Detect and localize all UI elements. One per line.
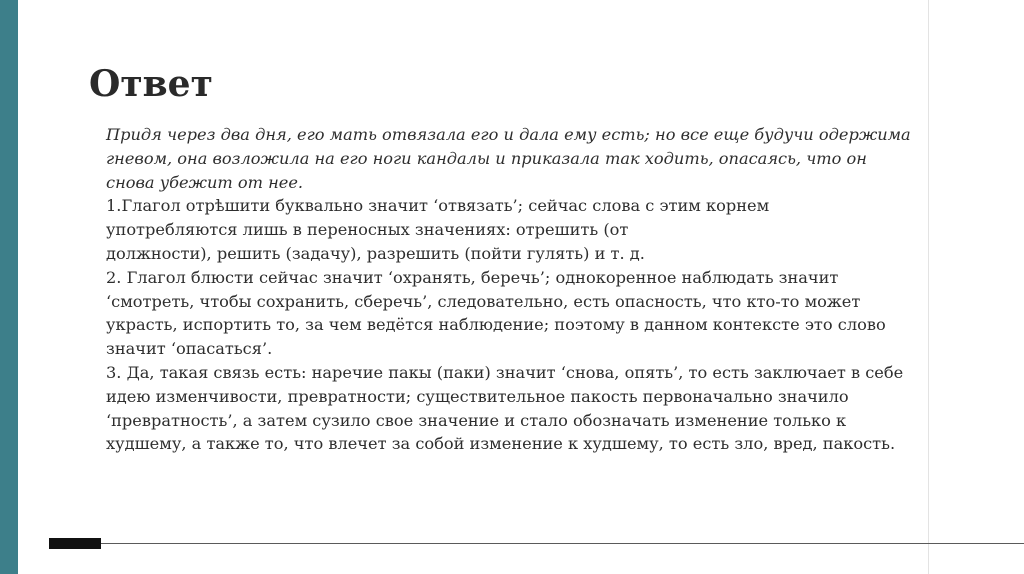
text-line: значит ‘опасаться’. [106,339,273,359]
footer-rule [49,543,1024,544]
text-line: 3. Да, такая связь есть: наречие пакы (паки) значит ‘снова, опять’, то есть заключает в себе [106,362,904,382]
italic-line: гневом, она возложила на его ноги кандалы и приказала так ходить, опасаясь, что он [106,148,867,168]
text-line: употребляются лишь в переносных значениях: отрешить (от [106,220,629,240]
footer-block [49,538,101,549]
text-line: 1.Глагол отрѣшити буквально значит ‘отвязать’; сейчас слова с этим корнем [106,196,770,216]
text-line: идею изменчивости, превратности; существительное пакость первоначально значило [106,386,849,406]
slide-title: Ответ [89,63,213,105]
accent-bar [0,0,18,574]
italic-line: Придя через два дня, его мать отвязала его и дала ему есть; но все еще будучи одержима [106,125,911,144]
text-line: ‘превратность’, а затем сузило свое значение и стало обозначать изменение только к [106,410,847,430]
italic-line: снова убежит от нее. [106,172,304,192]
text-line: должности), решить (задачу), разрешить (пойти гулять) и т. д. [106,243,645,263]
answer-text [106,123,936,456]
text-line: 2. Глагол блюсти сейчас значит ‘охранять, беречь’; однокоренное наблюдать значит [106,267,839,287]
text-line: украсть, испортить то, за чем ведётся наблюдение; поэтому в данном контексте это слово [106,315,886,335]
text-line: худшему, а также то, что влечет за собой изменение к худшему, то есть зло, вред, пакость. [106,434,896,454]
text-line: ‘смотреть, чтобы сохранить, сберечь’, следовательно, есть опасность, что кто-то может [106,291,861,311]
